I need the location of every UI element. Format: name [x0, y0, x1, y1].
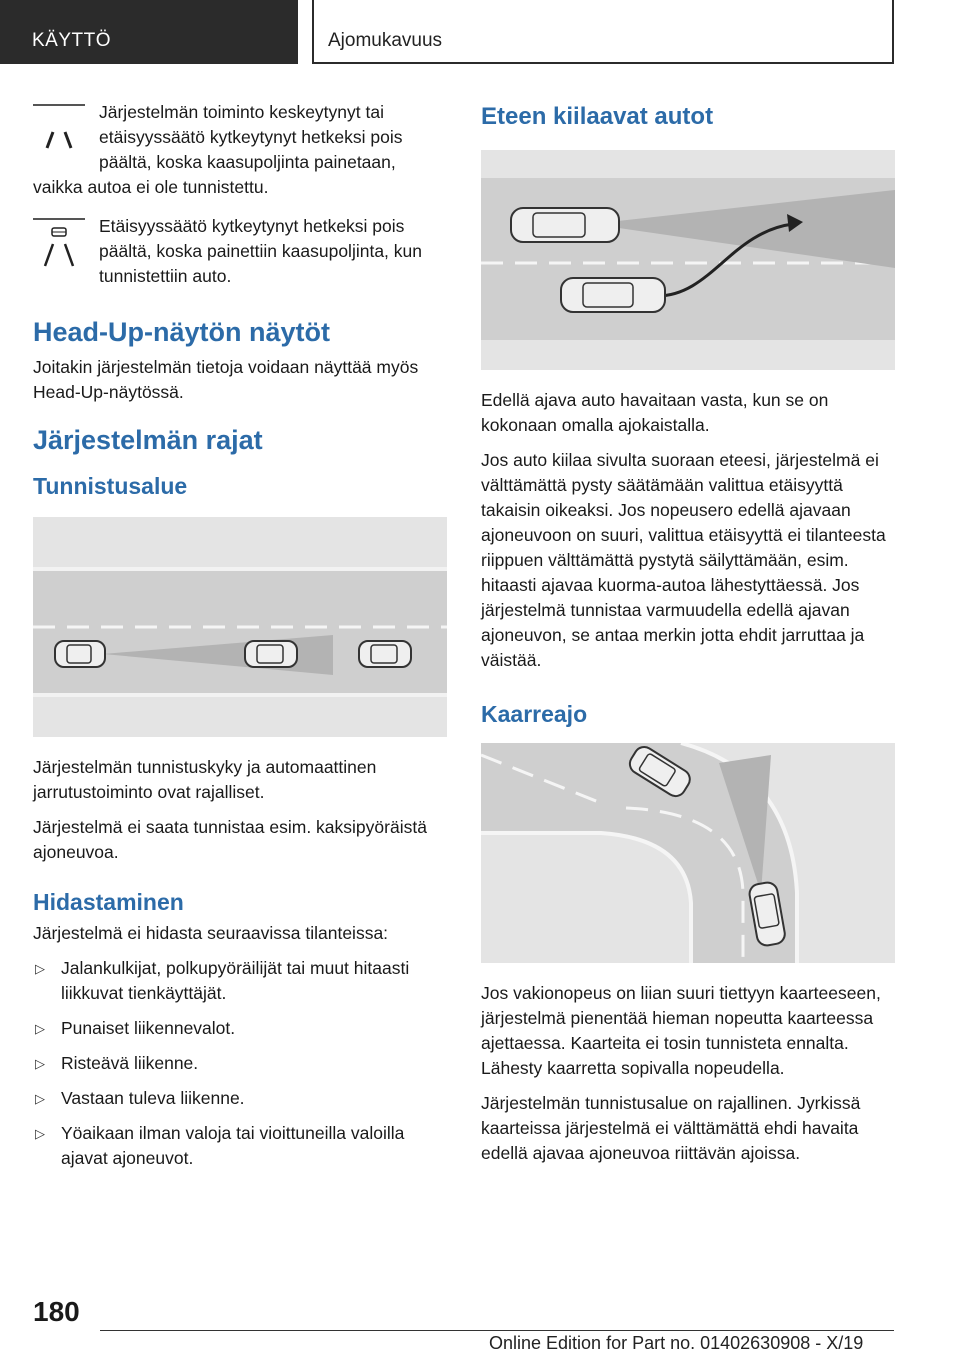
hud-heading: Head-Up-näytön näytöt [33, 317, 330, 347]
curve-heading: Kaarreajo [481, 701, 588, 727]
triangle-bullet-icon: ▷ [35, 1126, 45, 1141]
limits-heading: Järjestelmän rajat [33, 425, 263, 455]
triangle-bullet-icon: ▷ [35, 1091, 45, 1106]
triangle-bullet-icon: ▷ [35, 1021, 45, 1036]
list-item: ▷ Risteävä liikenne. [33, 1051, 447, 1076]
header-section: KÄYTTÖ [0, 0, 298, 64]
list-item: ▷ Jalankulkijat, polkupyöräilijät tai muut hitaasti liikkuvat tienkäyttäjät. [35, 958, 410, 1003]
braking-intro: Järjestelmä ei hidasta seuraavissa tilanteissa: [33, 923, 389, 943]
car-icon [245, 641, 297, 667]
detection-heading: Tunnistusalue [33, 473, 188, 499]
braking-heading: Hidastaminen [33, 889, 184, 915]
car-icon [359, 641, 411, 667]
road-warning-icon [33, 104, 85, 156]
footer-divider [100, 1330, 894, 1331]
note-text: Järjestelmän toiminto keskeytynyt tai etäisyyssäätö kytkeytynyt hetkeksi pois päältä, koska kaasupoljinta painetaan, vaikka autoa ei ole tunnistettu. [33, 102, 403, 197]
cutin-text-1: Edellä ajava auto havaitaan vasta, kun se on kokonaan omalla ajokaistalla. [481, 390, 829, 435]
car-icon [561, 278, 665, 312]
right-column [481, 100, 895, 1176]
car-detected-icon [33, 218, 85, 270]
cutin-text-2: Jos auto kiilaa sivulta suoraan eteesi, järjestelmä ei välttämättä pysty säätämään valittua etäisyyttä takaisin oikeaksi. Jos nopeusero edellä ajavaan ajoneuvoon on suuri, valittua etäisyyttä ei tilanteesta riippuen välttämättä pystytä säilyttämään, esim. hitaasti ajavaa kuorma-autoa lähestyttäessä. Jos järjestelmä tunnistaa varmuudella edellä ajavan ajoneuvon, se antaa merkin jotta ehdit jarruttaa ja väistää. [481, 450, 886, 670]
triangle-bullet-icon: ▷ [35, 961, 45, 976]
curve-driving-illustration [481, 743, 895, 963]
curve-text-1: Jos vakionopeus on liian suuri tiettyyn kaarteeseen, järjestelmä pienentää hieman nopeutta kaarteessa ajettaessa. Kaarteita ei tosin tunnisteta ennalta. Lähesty kaarretta sopivalla nopeudella. [481, 983, 881, 1078]
cut-in-illustration [481, 150, 895, 370]
header-chapter: Ajomukavuus [312, 0, 894, 64]
triangle-bullet-icon: ▷ [35, 1056, 45, 1071]
car-icon [55, 641, 105, 667]
braking-list [33, 956, 447, 1171]
hud-text: Joitakin järjestelmän tietoja voidaan näyttää myös Head-Up-näytössä. [33, 357, 419, 402]
detection-range-illustration [33, 517, 447, 737]
list-item: ▷ Vastaan tuleva liikenne. [33, 1086, 447, 1111]
left-column [33, 100, 447, 1181]
note-accelerator [33, 214, 447, 289]
detection-text-1: Järjestelmän tunnistuskyky ja automaattinen jarrutustoiminto ovat rajalliset. [33, 757, 377, 802]
note-interrupted [33, 100, 447, 200]
footer-edition: Online Edition for Part no. 01402630908 - X/19 [489, 1333, 864, 1353]
curve-text-2: Järjestelmän tunnistusalue on rajallinen. Jyrkissä kaarteissa järjestelmä ei välttämättä ehdi havaita edellä ajavaa ajoneuvoa riittävän ajoissa. [481, 1093, 861, 1163]
list-item: ▷ Punaiset liikennevalot. [33, 1016, 447, 1041]
note-text: Etäisyyssäätö kytkeytynyt hetkeksi pois päältä, koska painettiin kaasupoljinta, kun tunnistettiin auto. [99, 216, 422, 286]
page-number: 180 [33, 1296, 80, 1327]
cutin-heading: Eteen kiilaavat autot [481, 103, 714, 130]
list-item: ▷ Yöaikaan ilman valoja tai vioittuneilla valoilla ajavat ajoneuvot. [35, 1123, 405, 1168]
detection-text-2: Järjestelmä ei saata tunnistaa esim. kaksipyöräistä ajoneuvoa. [33, 817, 427, 862]
car-icon [511, 208, 619, 242]
